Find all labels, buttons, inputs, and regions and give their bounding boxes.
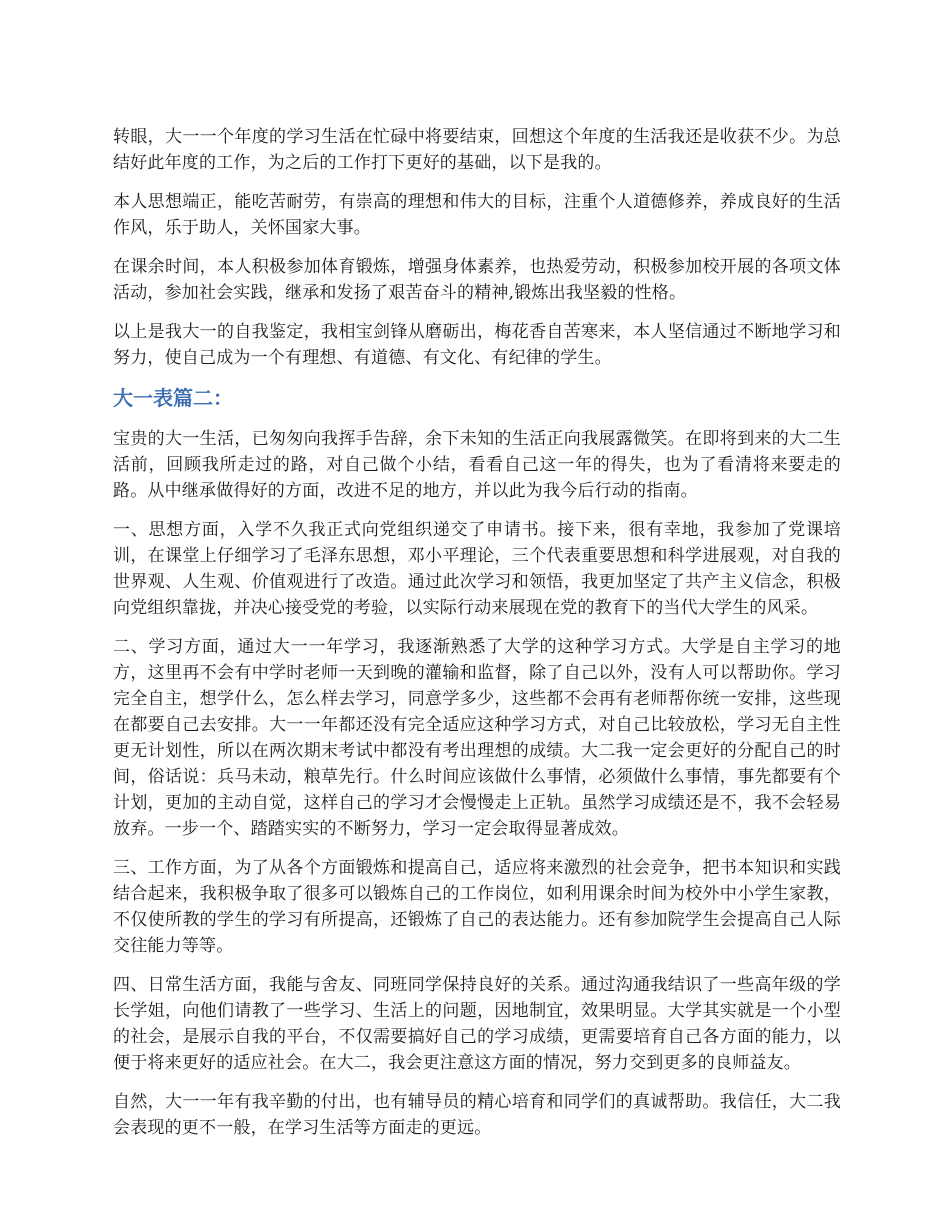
- paragraph-intro: 转眼，大一一个年度的学习生活在忙碌中将要结束，回想这个年度的生活我还是收获不少。为总结好此年度的工作，为之后的工作打下更好的基础，以下是我的。: [113, 127, 841, 173]
- paragraph-study: 二、学习方面，通过大一一年学习，我逐渐熟悉了大学的这种学习方式。大学是自主学习的地方，这里再不会有中学时老师一天到晚的灌输和监督，除了自己以外，没有人可以帮助你。学习完全自主，想学什么，怎么样去学习，同意学多少，这些都不会再有老师帮你统一安排，这些现在都要自己去安排。大一一年都还没有完全适应这种学习方式，对自己比较放松，学习无自主性更无计划性，所以在两次期末考试中都没有考出理想的成绩。大二我一定会更好的分配自己的时间，俗话说：兵马未动，粮草先行。什么时间应该做什么事情，必须做什么事情，事先都要有个计划，更加的主动自觉，这样自己的学习才会慢慢走上正轨。虽然学习成绩还是不，我不会轻易放弃。一步一个、踏踏实实的不断努力，学习一定会取得显著成效。: [113, 637, 841, 839]
- section-heading: 大一表篇二：: [113, 386, 233, 410]
- paragraph-conclusion: 以上是我大一的自我鉴定，我相宝剑锋从磨砺出，梅花香自苦寒来，本人坚信通过不断地学习和努力，使自己成为一个有理想、有道德、有文化、有纪律的学生。: [113, 322, 841, 368]
- paragraph-work: 三、工作方面，为了从各个方面锻炼和提高自己，适应将来激烈的社会竞争，把书本知识和实践结合起来，我积极争取了很多可以锻炼自己的工作岗位，如利用课余时间为校外中小学生家教，不仅使所教的学生的学习有所提高，还锻炼了自己的表达能力。还有参加院学生会提高自己人际交往能力等等。: [113, 858, 841, 956]
- paragraph-opening: 宝贵的大一生活，已匆匆向我挥手告辞，余下未知的生活正向我展露微笑。在即将到来的大二生活前，回顾我所走过的路，对自己做个小结，看看自己这一年的得失，也为了看清将来要走的路。从中继承做得好的方面，改进不足的地方，并以此为我今后行动的指南。: [113, 429, 841, 501]
- paragraph-activities: 在课余时间，本人积极参加体育锻炼，增强身体素养，也热爱劳动，积极参加校开展的各项文体活动，参加社会实践，继承和发扬了艰苦奋斗的精神,锻炼出我坚毅的性格。: [113, 257, 841, 303]
- paragraph-ideology: 一、思想方面，入学不久我正式向党组织递交了申请书。接下来，很有幸地，我参加了党课培训，在课堂上仔细学习了毛泽东思想，邓小平理论，三个代表重要思想和科学进展观，对自我的世界观、人生观、价值观进行了改造。通过此次学习和领悟，我更加坚定了共产主义信念，积极向党组织靠拢，并决心接受党的考验，以实际行动来展现在党的教育下的当代大学生的风采。: [113, 520, 841, 618]
- paragraph-closing: 自然，大一一年有我辛勤的付出，也有辅导员的精心培育和同学们的真诚帮助。我信任，大二我会表现的更不一般，在学习生活等方面走的更远。: [113, 1092, 841, 1138]
- paragraph-daily-life: 四、日常生活方面，我能与舍友、同班同学保持良好的关系。通过沟通我结识了一些高年级的学长学姐，向他们请教了一些学习、生活上的问题，因地制宜，效果明显。大学其实就是一个小型的社会，是展示自我的平台，不仅需要搞好自己的学习成绩，更需要培育自己各方面的能力，以便于将来更好的适应社会。在大二，我会更注意这方面的情况，努力交到更多的良师益友。: [113, 975, 841, 1073]
- document-body: [113, 124, 841, 1154]
- paragraph-thought: 本人思想端正，能吃苦耐劳，有崇高的理想和伟大的目标，注重个人道德修养，养成良好的生活作风，乐于助人，关怀国家大事。: [113, 192, 841, 238]
